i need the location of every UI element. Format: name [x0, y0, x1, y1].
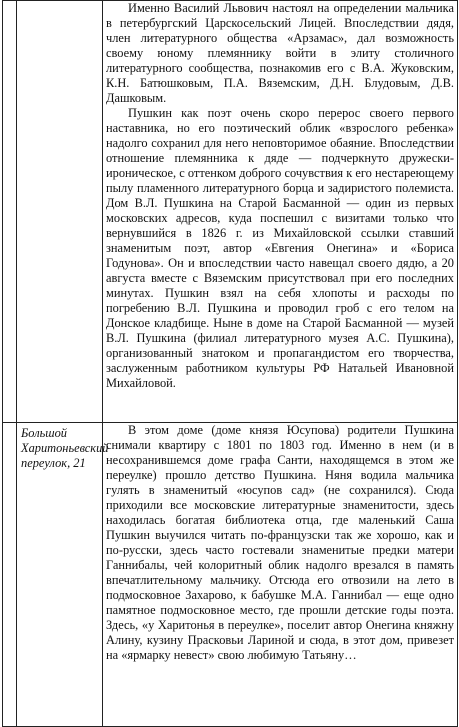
description-cell: [103, 1, 458, 423]
paragraph: Именно Василий Львович настоял на определении мальчика в петербургский Царскосельский Лицей. Впоследствии дядя, член литературного общества «Арзамас», дал возможность своему юному племяннику войти в элиту столичного литературного сообщества, познакомив его с В.А. Жуковским, К.Н. Батюшковым, П.А. Вяземским, Д.Н. Блудовым, Д.В. Дашковым.: [106, 1, 454, 105]
table-row: [3, 1, 458, 423]
row-index-cell: [3, 423, 17, 727]
document-table: [2, 0, 458, 727]
paragraph: Пушкин как поэт очень скоро перерос своего первого наставника, но его поэтический облик «взрослого ребенка» надолго сохранил для него неповторимое обаяние. Впоследствии отношение племянника к дяде — подчеркнуто дружески-ироническое, с оттенком доброго сочувствия к его нестареющему пылу пламенного литературного борца и задиристого полемиста. Дом В.Л. Пушкина на Старой Басманной — один из первых московских адресов, куда поспешил с визитами только что вернувшийся в 1826 г. из Михайловской ссылки ставший знаменитым поэт, автор «Евгения Онегина» и «Бориса Годунова». Он и впоследствии часто навещал своего дядю, а 20 августа вместе с Вяземским присутствовал при его последних минутах. Пушкин взял на себя хлопоты и расходы по погребению В.Л. Пушкина и проводил гроб с его телом на Донское кладбище. Ныне в доме на Старой Басманной — музей В.Л. Пушкина (филиал литературного музея А.С. Пушкина), организованный знатоком и пропагандистом его творчества, заслуженным работником культуры РФ Натальей Ивановной Михайловой.: [106, 106, 454, 390]
address-cell: Большой Харитоньевский переулок, 21: [17, 423, 103, 727]
table-row: [3, 423, 458, 727]
address-cell: [17, 1, 103, 423]
paragraph: В этом доме (доме князя Юсупова) родители Пушкина снимали квартиру с 1801 по 1803 год. Именно в нем (и в несохранившемся доме графа Санти, находящемся в этом же переулке) прошло детство Пушкина. Няня водила мальчика гулять в знаменитый «юсупов сад» (не сохранился). Сюда приходили все московские литературные знаменитости, здесь находилась богатая библиотека отца, где маленький Саша Пушкин выучился читать по-французски так же хорошо, как и по-русски, здесь часто гостевали знаменитые предки матери Ганнибалы, чей колоритный облик надолго врезался в память впечатлительному мальчику. Отсюда его отвозили на лето в подмосковное Захарово, к бабушке М.А. Ганнибал — еще одно памятное подмосковное место, где прошли детские годы поэта. Здесь, «у Харитонья в переулке», поселит автор Онегина княжну Алину, кузину Прасковьи Лариной и сюда, в этот дом, привезет на «ярмарку невест» свою любимую Татьяну…: [106, 423, 454, 662]
row-index-cell: [3, 1, 17, 423]
description-cell: [103, 423, 458, 727]
